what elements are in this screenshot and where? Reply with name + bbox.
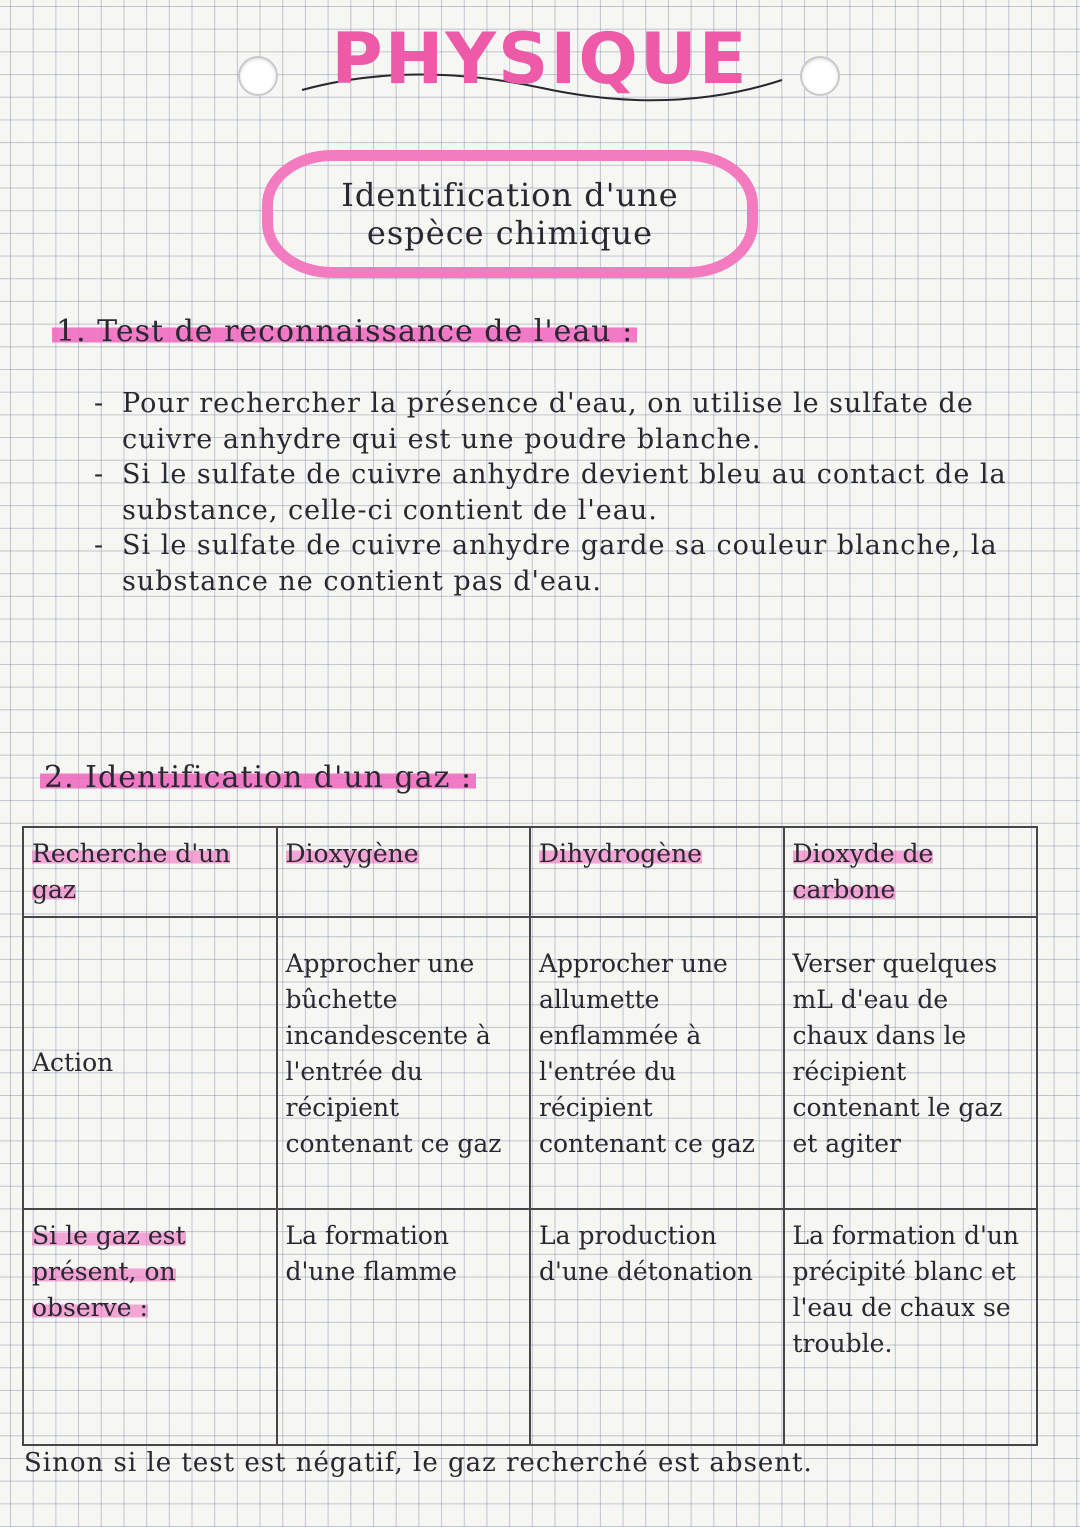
binder-hole-left (238, 56, 278, 96)
table-header-cell: Dioxyde de carbone (784, 827, 1038, 917)
page-title: PHYSIQUE (331, 18, 749, 100)
table-header-cell: Recherche d'un gaz (23, 827, 277, 917)
table-row (23, 1209, 1037, 1445)
binder-hole-right (800, 56, 840, 96)
dash-mark: - (94, 388, 105, 419)
bullet-text: Pour rechercher la présence d'eau, on utilise le sulfate de cuivre anhydre qui est une poudre blanche. (122, 388, 974, 455)
table-cell: La production d'une détonation (530, 1209, 784, 1445)
section-1-title (52, 314, 637, 349)
bullet-item (90, 528, 1020, 599)
table-cell: Approcher une allumette enflammée à l'entrée du récipient contenant ce gaz (530, 917, 784, 1209)
table-cell: La formation d'une flamme (277, 1209, 531, 1445)
dash-mark: - (94, 459, 105, 490)
table-header-cell: Dihydrogène (530, 827, 784, 917)
table-cell: Verser quelques mL d'eau de chaux dans le récipient contenant le gaz et agiter (784, 917, 1038, 1209)
section-2-title-text: 2. Identification d'un gaz : (40, 760, 476, 795)
table-cell: La formation d'un précipité blanc et l'eau de chaux se trouble. (784, 1209, 1038, 1445)
gas-identification-table (22, 826, 1038, 1446)
subtitle-line-1: Identification d'une (341, 176, 679, 214)
section-1-title-text: 1. Test de reconnaissance de l'eau : (52, 314, 637, 349)
bullet-text: Si le sulfate de cuivre anhydre devient bleu au contact de la substance, celle-ci contient de l'eau. (122, 459, 1007, 526)
table-row (23, 917, 1037, 1209)
water-test-bullets (90, 386, 1020, 599)
conclusion-text: Sinon si le test est négatif, le gaz recherché est absent. (24, 1448, 813, 1478)
table-header-row (23, 827, 1037, 917)
bullet-text: Si le sulfate de cuivre anhydre garde sa couleur blanche, la substance ne contient pas d'eau. (122, 530, 998, 597)
bullet-item (90, 386, 1020, 457)
subtitle (262, 176, 758, 252)
subtitle-line-2: espèce chimique (366, 214, 654, 252)
dash-mark: - (94, 530, 105, 561)
table-header-cell: Dioxygène (277, 827, 531, 917)
section-2-title (40, 760, 476, 795)
bullet-item (90, 457, 1020, 528)
table-cell: Approcher une bûchette incandescente à l'entrée du récipient contenant ce gaz (277, 917, 531, 1209)
row-label-cell: Si le gaz est présent, on observe : (23, 1209, 277, 1445)
row-label-cell: Action (23, 917, 277, 1209)
